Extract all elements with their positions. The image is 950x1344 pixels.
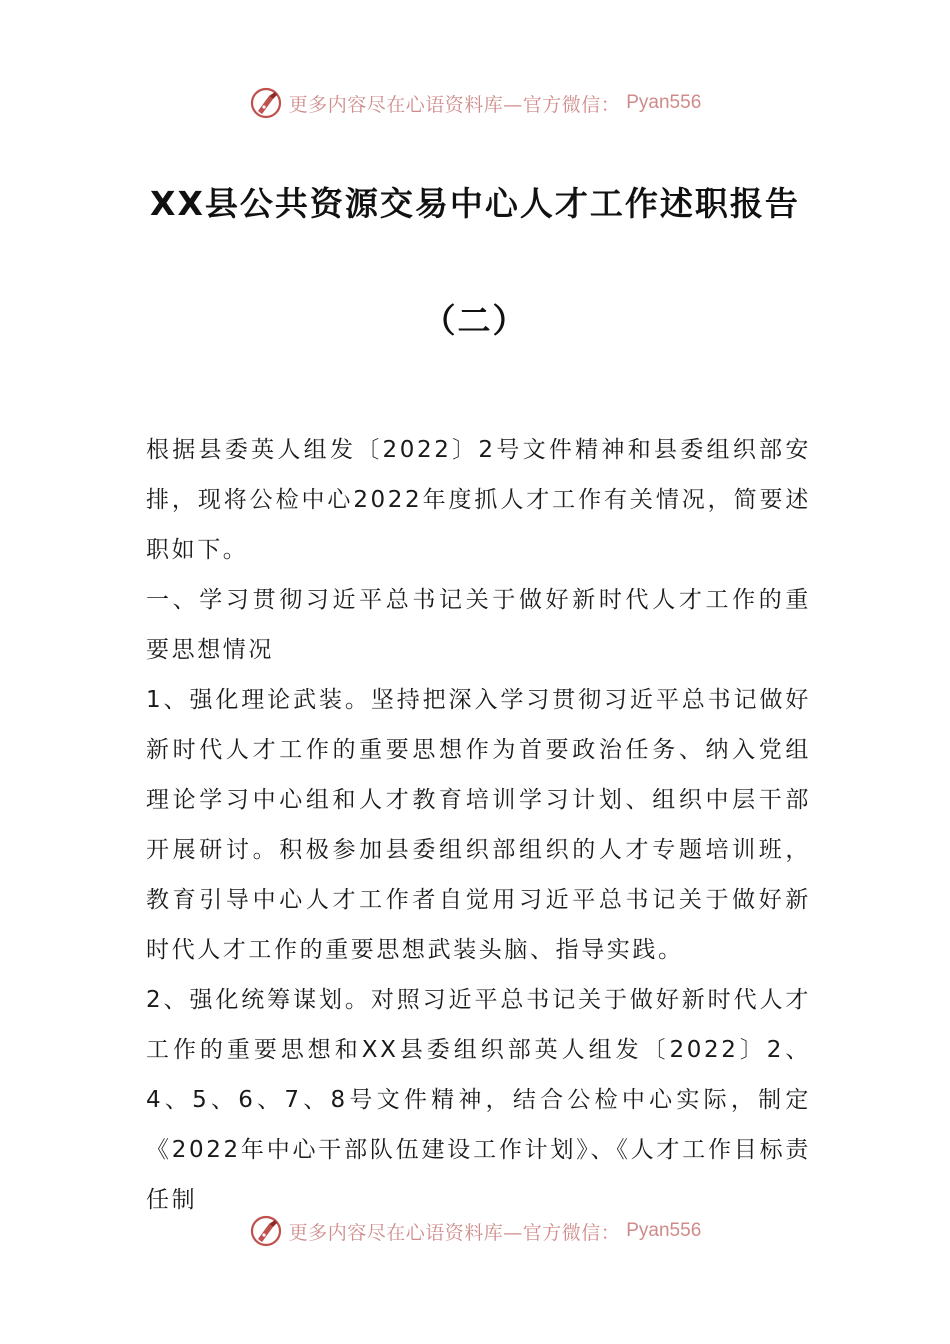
pen-nib-logo-icon <box>249 1214 283 1248</box>
paragraph-item-2: 2、强化统筹谋划。对照习近平总书记关于做好新时代人才工作的重要思想和XX县委组织部英人组发〔2022〕2、4、5、6、7、8号文件精神，结合公检中心实际，制定《2022年中心干部队伍建设工作计划》、《人才工作目标责任制 <box>146 987 811 1213</box>
document-subtitle: （二） <box>422 301 528 340</box>
watermark-wechat-id: Pyan556 <box>626 92 702 113</box>
paragraph-intro: 根据县委英人组发〔2022〕2号文件精神和县委组织部安排，现将公检中心2022年度抓人才工作有关情况，简要述职如下。 <box>146 437 811 563</box>
pen-nib-logo-icon <box>249 86 283 120</box>
paragraph-item-1: 1、强化理论武装。坚持把深入学习贯彻习近平总书记做好新时代人才工作的重要思想作为首要政治任务、纳入党组理论学习中心组和人才教育培训学习计划、组织中层干部开展研讨。积极参加县委组织部组织的人才专题培训班，教育引导中心人才工作者自觉用习近平总书记关于做好新时代人才工作的重要思想武装头脑、指导实践。 <box>146 687 811 963</box>
watermark-wechat-id: Pyan556 <box>626 1220 702 1241</box>
watermark-header <box>0 86 950 120</box>
watermark-text: 更多内容尽在心语资料库—官方微信： <box>288 93 621 116</box>
watermark-text: 更多内容尽在心语资料库—官方微信： <box>288 1221 621 1244</box>
document-title: XX县公共资源交易中心人才工作述职报告 <box>150 184 800 223</box>
watermark-footer <box>0 1214 950 1248</box>
document-body <box>146 425 811 1225</box>
paragraph-section-heading: 一、学习贯彻习近平总书记关于做好新时代人才工作的重要思想情况 <box>146 587 811 663</box>
